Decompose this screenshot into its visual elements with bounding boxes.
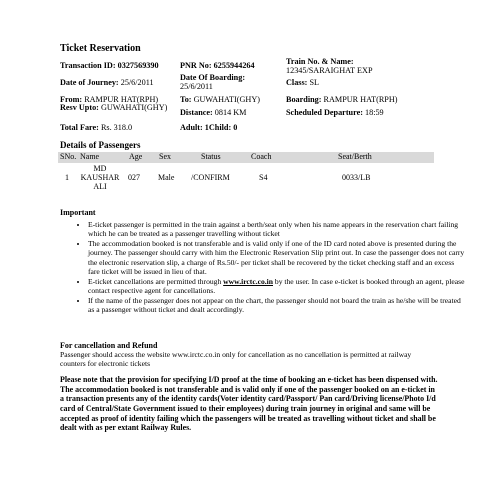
page-title: Ticket Reservation xyxy=(60,43,141,54)
list-item: • If the name of the passenger does not appear on the chart, the passenger should not board the train as he/she will be treated as a passenger without ticket and dealt accordingly. xyxy=(88,296,466,315)
passenger-count: Adult: 1Child: 0 xyxy=(180,123,238,132)
cancellation-text: Passenger should access the website www.irctc.co.in only for cancellation as no cancellation is permitted at railway counters for electronic tickets xyxy=(60,350,412,369)
col-sno: SNo. xyxy=(60,152,77,161)
total-fare: Total Fare: Rs. 318.0 xyxy=(60,123,133,132)
scheduled-departure: Scheduled Departure: 18:59 xyxy=(286,108,384,117)
col-status: Status xyxy=(201,152,221,161)
important-heading: Important xyxy=(60,208,96,217)
cell-sex: Male xyxy=(158,173,175,182)
list-item: • The accommodation booked is not transferable and is valid only if one of the ID card noted above is presented during the journey. The passenger should carry with him the Electronic Reservation Slip print out. In case the passenger does not carry the electronic reservation slip, a charge of Rs.50/- per ticket shall be recovered by the ticket checking staff and an excess fare ticket will be issued in lieu of that. xyxy=(88,239,466,276)
cell-seat: 0033/LB xyxy=(342,173,371,182)
col-sex: Sex xyxy=(159,152,171,161)
col-seat: Seat/Berth xyxy=(338,152,372,161)
id-proof-note: Please note that the provision for specifying I/D proof at the time of booking an e-ticket has been dispensed with. The accommodation booked is not transferable and is valid only if one of the passenger booked on an e-ticket in a transaction presents any of the identity cards(Voter identity card/Passport/ Pan card/Driving license/Photo I/d card of Central/State Government issued to their employees) during train journey in original and same will be accepted as proof of identity failing which the passengers will be treated as travelling without ticket and shall be dealt with as per extant Railway Rules. xyxy=(60,375,438,433)
list-item: • E-ticket passenger is permitted in the train against a berth/seat only when his name appears in the reservation chart failing which he can be treated as a passenger travelling without ticket xyxy=(88,220,466,239)
cell-age: 027 xyxy=(128,173,140,182)
col-name: Name xyxy=(80,152,100,161)
transaction-id: Transaction ID: 0327569390 xyxy=(60,61,159,70)
train-info: Train No. & Name: 12345/SARAIGHAT EXP xyxy=(286,57,373,76)
cancellation-heading: For cancellation and Refund xyxy=(60,341,158,350)
cell-sno: 1 xyxy=(65,173,69,182)
cell-name: MD KAUSHAR ALI xyxy=(80,164,120,191)
list-item: • E-ticket cancellations are permitted through www.irctc.co.in by the user. In case e-ticket is booked through an agent, please contact respective agent for cancellations. xyxy=(88,277,466,296)
table-row xyxy=(58,164,434,194)
irctc-link[interactable]: www.irctc.co.in xyxy=(223,276,273,286)
date-of-boarding: Date Of Boarding: 25/6/2011 xyxy=(180,73,246,92)
col-age: Age xyxy=(129,152,143,161)
cell-coach: S4 xyxy=(259,173,268,182)
date-of-journey: Date of Journey: 25/6/2011 xyxy=(60,78,154,87)
passenger-table-header xyxy=(58,152,434,163)
to-station: To: GUWAHATI(GHY) xyxy=(180,95,260,104)
important-list xyxy=(60,220,466,315)
cell-status: /CONFIRM xyxy=(191,173,230,182)
reservation-upto: Resv Upto: GUWAHATI(GHY) xyxy=(60,103,168,112)
col-coach: Coach xyxy=(251,152,272,161)
class-info: Class: SL xyxy=(286,78,319,87)
distance: Distance: 0814 KM xyxy=(180,108,247,117)
from-station: From: RAMPUR HAT(RPH) xyxy=(60,95,159,104)
pnr-number: PNR No: 6255944264 xyxy=(180,61,255,70)
passengers-heading: Details of Passengers xyxy=(60,140,141,150)
boarding-station: Boarding: RAMPUR HAT(RPH) xyxy=(286,95,398,104)
